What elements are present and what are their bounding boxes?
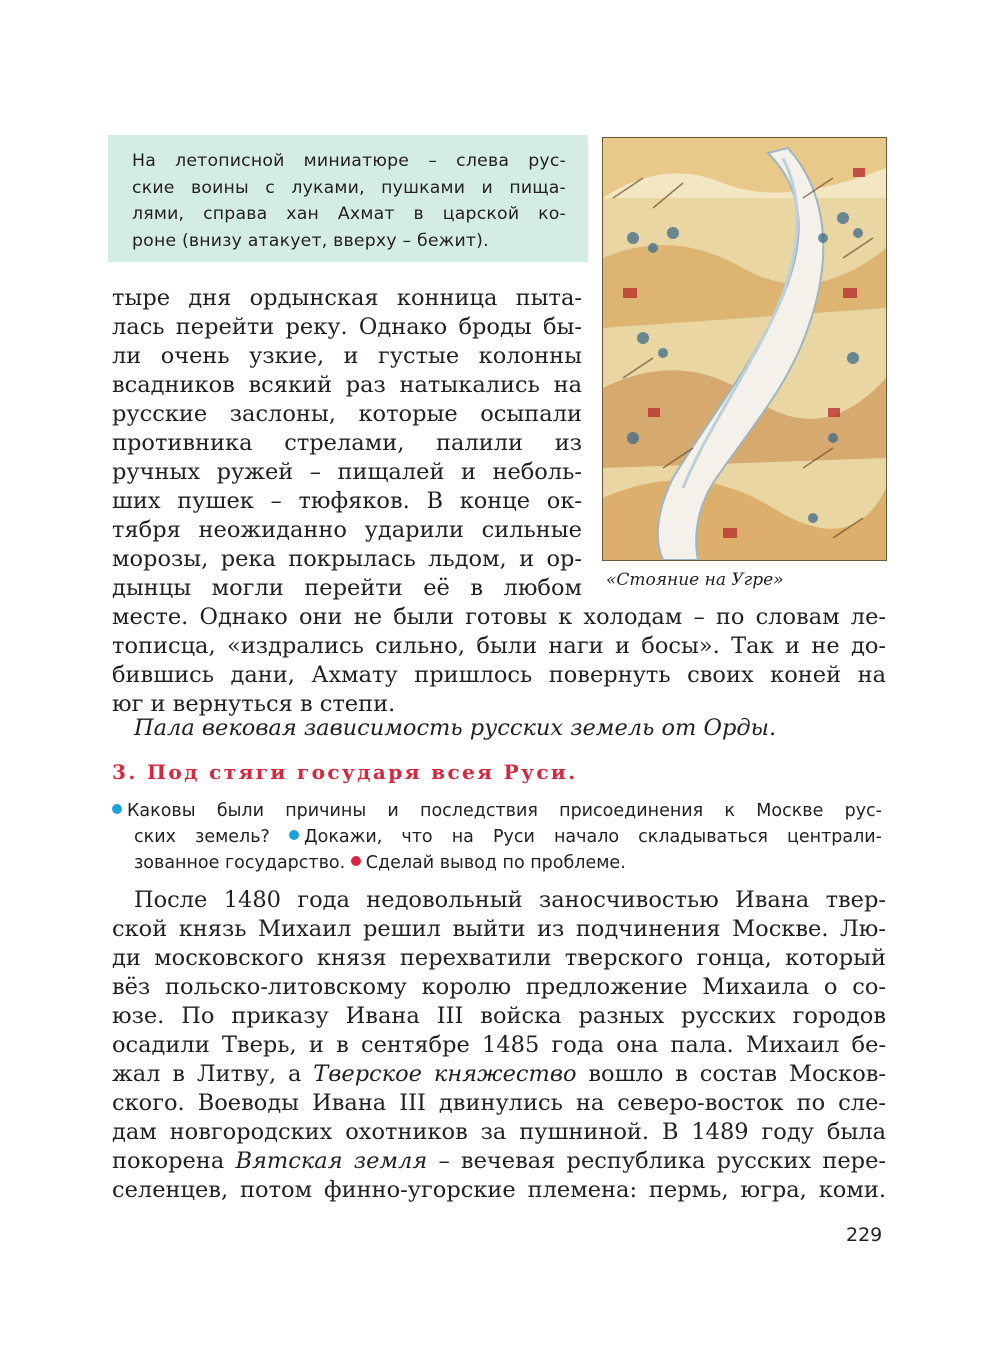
info-box-line: роне (внизу атакует, вверху – бежит). xyxy=(132,230,489,251)
text-line: вёз польско-литовскому королю предложение Михаила о со- xyxy=(112,974,886,1000)
text-line: русские заслоны, которые осыпали xyxy=(112,401,582,427)
text-line: лась перейти реку. Однако броды бы- xyxy=(112,314,582,340)
text-line: осадили Тверь, и в сентябре 1485 года она пала. Михаил бе- xyxy=(112,1032,886,1058)
text-line: месте. Однако они не были готовы к холодам – по словам ле- xyxy=(112,604,886,630)
text-line: тыре дня ордынская конница пыта- xyxy=(112,285,582,311)
blue-bullet-icon xyxy=(112,804,122,814)
question-line: зованное государство. Сделай вывод по проблеме. xyxy=(134,853,626,873)
info-box xyxy=(108,135,588,262)
text-line: ручных ружей – пищалей и неболь- xyxy=(112,459,582,485)
section-heading: 3. Под стяги государя всея Руси. xyxy=(112,760,578,784)
text-line: селенцев, потом финно-угорские племена: пермь, югра, коми. xyxy=(112,1177,886,1203)
conclusion-line: Пала вековая зависимость русских земель от Орды. xyxy=(134,715,777,741)
text-line: ших пушек – тюфяков. В конце ок- xyxy=(112,488,582,514)
question-line: Каковы были причины и последствия присоединения к Москве рус- xyxy=(112,797,882,825)
text-line: покорена Вятская земля – вечевая республика русских пере- xyxy=(112,1148,887,1174)
figure-caption: «Стояние на Угре» xyxy=(606,570,784,590)
text-line: тописца, «издрались сильно, были наги и босы». Так и не до- xyxy=(112,633,886,659)
text-line: бившись дани, Ахмату пришлось повернуть своих коней на xyxy=(112,662,886,688)
info-box-line: ские воины с луками, пушками и пища- xyxy=(132,177,566,198)
text-line: юг и вернуться в степи. xyxy=(112,691,396,717)
italic-term: Вятская земля xyxy=(235,1148,428,1174)
text-line: ской князь Михаил решил выйти из подчинения Москве. Лю- xyxy=(112,916,886,942)
info-box-line: лями, справа хан Ахмат в царской ко- xyxy=(132,204,566,224)
info-box-line: На летописной миниатюре – слева рус- xyxy=(132,151,566,171)
text-line: тября неожиданно ударили сильные xyxy=(112,517,582,543)
text-line: морозы, река покрылась льдом, и ор- xyxy=(112,546,582,572)
text-line: противника стрелами, палили из xyxy=(112,430,582,456)
italic-term: Тверское княжество xyxy=(313,1061,577,1087)
text-line: дынцы могли перейти её в любом xyxy=(112,575,582,601)
miniature-illustration xyxy=(602,137,887,561)
question-line: ских земель? Докажи, что на Руси начало складываться централи- xyxy=(134,827,882,847)
page-number: 229 xyxy=(846,1224,883,1246)
text-line: ди московского князя перехватили тверского гонца, который xyxy=(112,945,886,971)
text-line: ского. Воеводы Ивана III двинулись на северо-восток по сле- xyxy=(112,1090,886,1116)
text-line: дам новгородских охотников за пушниной. В 1489 году была xyxy=(112,1119,886,1145)
text-line: юзе. По приказу Ивана III войска разных русских городов xyxy=(112,1003,886,1029)
text-line: ли очень узкие, и густые колонны xyxy=(112,343,582,369)
text-line: жал в Литву, а Тверское княжество вошло в состав Москов- xyxy=(112,1061,887,1087)
red-bullet-icon xyxy=(351,856,361,866)
text-line: После 1480 года недовольный заносчивостью Ивана твер- xyxy=(134,887,886,913)
text-line: всадников всякий раз натыкались на xyxy=(112,372,582,398)
blue-bullet-icon xyxy=(289,830,299,840)
miniature-image xyxy=(603,138,886,560)
